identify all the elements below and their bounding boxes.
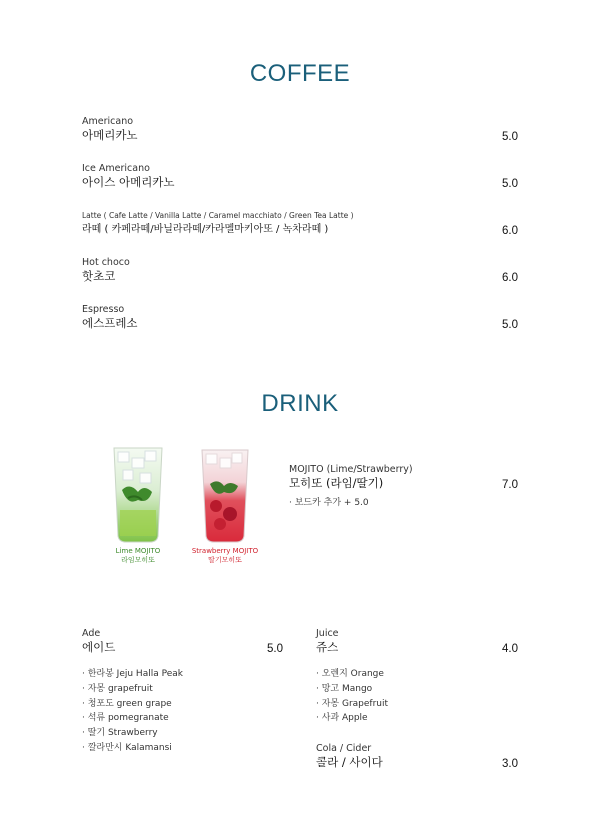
- item-price: 5.0: [502, 178, 518, 190]
- item-name-ko: 쥬스: [316, 640, 339, 654]
- list-item: · 자몽 Grapefruit: [316, 698, 389, 709]
- list-item: · 망고 Mango: [316, 683, 373, 694]
- list-item: · 한라봉 Jeju Halla Peak: [82, 669, 183, 679]
- item-name-ko: 아이스 아메리카노: [82, 175, 175, 189]
- mojito-option: · 보드카 추가 + 5.0: [289, 498, 369, 508]
- list-item: · 오렌지 Orange: [316, 669, 384, 679]
- item-name-ko: 에이드: [82, 640, 116, 654]
- menu-item-espresso: [82, 304, 518, 331]
- item-price: 3.0: [502, 758, 518, 770]
- menu-item-mojito: [289, 464, 518, 491]
- menu-item-ice-americano: [82, 163, 518, 190]
- menu-item-latte: [82, 210, 518, 237]
- item-name-ko: 아메리카노: [82, 128, 138, 142]
- lime-mojito-caption: [93, 547, 183, 565]
- item-name-ko: 모히또 (라임/딸기): [289, 476, 384, 490]
- item-name-ko: 에스프레소: [82, 316, 138, 330]
- menu-item-americano: [82, 116, 518, 143]
- item-price: 6.0: [502, 225, 518, 237]
- item-name-en: MOJITO (Lime/Strawberry): [289, 464, 413, 475]
- strawberry-mojito-caption: [180, 547, 270, 565]
- menu-item-juice: [316, 628, 518, 655]
- list-item: · 청포도 green grape: [82, 698, 172, 709]
- item-name-en: Ade: [82, 628, 101, 639]
- drink-section-title: DRINK: [261, 390, 339, 417]
- item-price: 5.0: [267, 643, 283, 655]
- item-name-en: Americano: [82, 116, 134, 127]
- item-price: 6.0: [502, 272, 518, 284]
- caption-en: Lime MOJITO: [115, 547, 161, 555]
- menu-item-cola-cider: [316, 743, 518, 770]
- item-price: 7.0: [502, 479, 518, 491]
- list-item: · 깔라만시 Kalamansi: [82, 742, 172, 753]
- caption-ko: 라임모히또: [121, 556, 155, 564]
- ade-options-list: [82, 667, 183, 756]
- item-price: 5.0: [502, 131, 518, 143]
- menu-item-hot-choco: [82, 257, 518, 284]
- list-item: · 사과 Apple: [316, 713, 368, 724]
- juice-options-list: [316, 667, 388, 726]
- strawberry-mojito-image: [196, 444, 254, 546]
- item-name-en: Latte ( Cafe Latte / Vanilla Latte / Caramel macchiato / Green Tea Latte ): [82, 211, 354, 220]
- list-item: · 자몽 grapefruit: [82, 683, 153, 694]
- coffee-section-title: COFFEE: [249, 60, 351, 87]
- item-name-ko: 라떼 ( 카페라떼/바닐라라떼/카라멜마키아또 / 녹차라떼 ): [82, 224, 329, 235]
- item-name-en: Hot choco: [82, 257, 130, 268]
- item-name-ko: 핫초코: [82, 269, 116, 283]
- item-name-en: Ice Americano: [82, 163, 150, 174]
- item-name-en: Espresso: [82, 304, 125, 315]
- item-name-en: Juice: [316, 628, 339, 639]
- item-price: 4.0: [502, 643, 518, 655]
- menu-item-ade: [82, 628, 283, 655]
- caption-en: Strawberry MOJITO: [191, 547, 259, 555]
- list-item: · 딸기 Strawberry: [82, 728, 158, 739]
- caption-ko: 딸기모히또: [208, 556, 242, 564]
- item-name-en: Cola / Cider: [316, 743, 372, 754]
- lime-mojito-image: [108, 440, 168, 546]
- item-name-ko: 콜라 / 사이다: [316, 755, 383, 769]
- item-price: 5.0: [502, 319, 518, 331]
- list-item: · 석류 pomegranate: [82, 713, 169, 724]
